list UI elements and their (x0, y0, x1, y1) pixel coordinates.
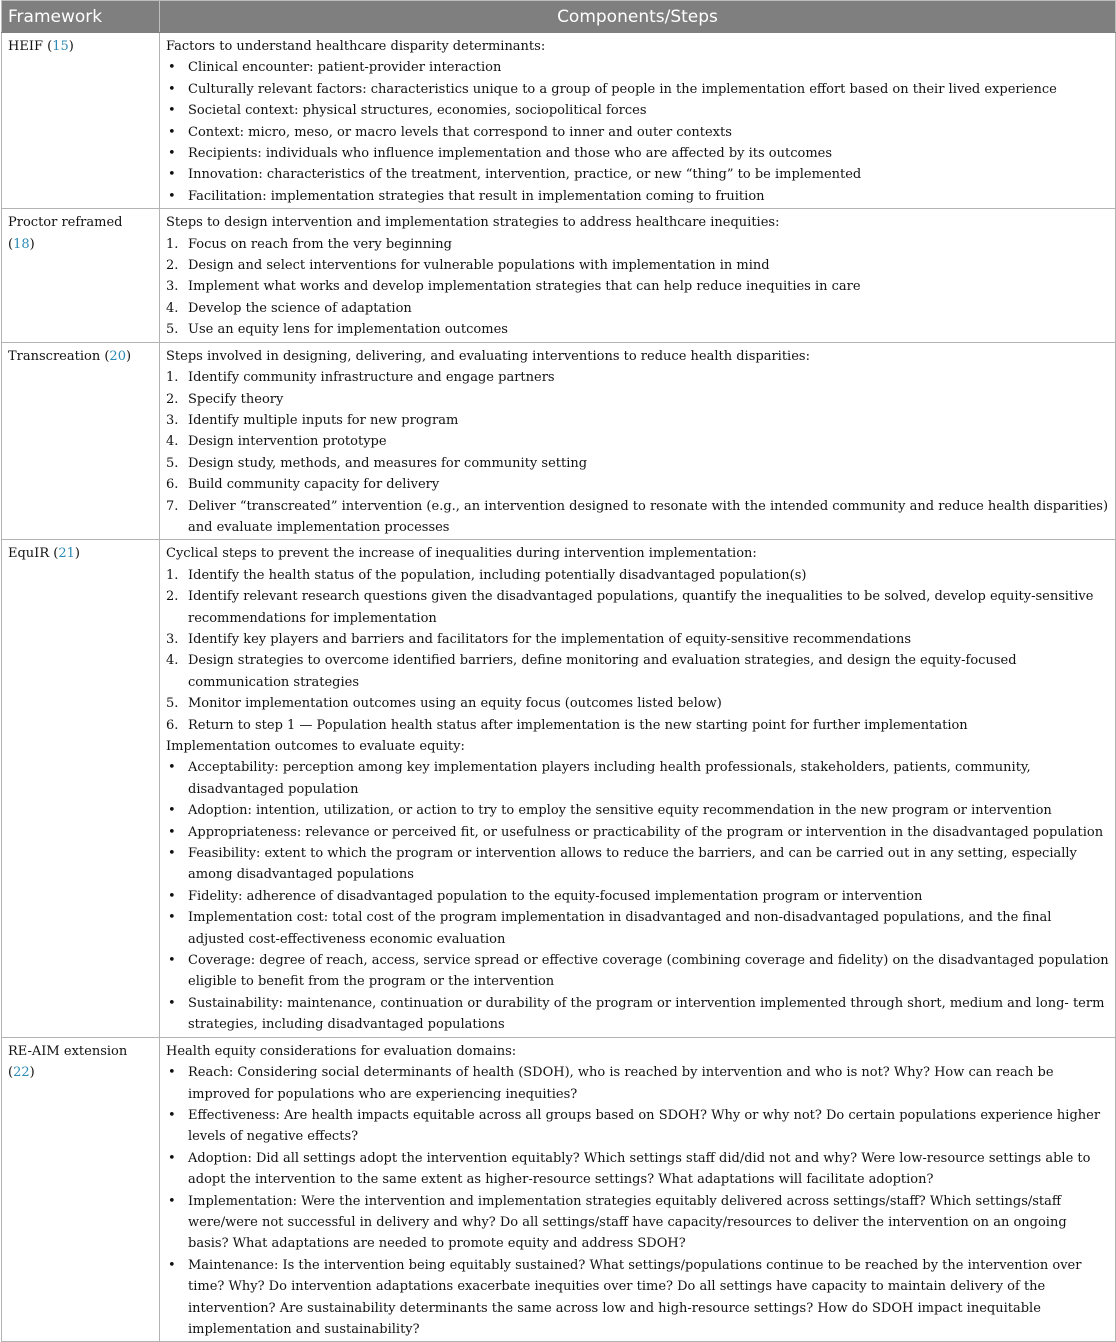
list-item: • Implementation cost: total cost of the program implementation in disadvantaged and non-disadvantaged populations, and the final adjusted cost-effectiveness economic evaluation (166, 907, 1109, 950)
step-text: Identify relevant research questions given the disadvantaged populations, quantify the inequalities to be solved, develop equity-sensitive recommendations for implementation (188, 589, 1094, 626)
list-item (166, 319, 1109, 340)
list-item: • Adoption: intention, utilization, or action to try to employ the sensitive equity recommendation in the new program or intervention (166, 800, 1109, 821)
column-header-framework: Framework (2, 1, 160, 33)
citation-link[interactable]: 21 (58, 546, 75, 562)
components-intro: Factors to understand healthcare disparity determinants: (166, 39, 546, 54)
list-item (166, 693, 1109, 714)
framework-name: Transcreation (8, 348, 101, 364)
bullet-list (166, 1062, 1109, 1340)
list-item (166, 496, 1109, 539)
list-item (166, 586, 1109, 629)
list-item (166, 474, 1109, 495)
table-row-transcreation (2, 342, 1116, 540)
framework-cell: RE-AIM extension (22) (2, 1037, 160, 1342)
list-item: • Culturally relevant factors: characteristics unique to a group of people in the implementation effort based on their lived experience (166, 79, 1109, 100)
list-item: • Appropriateness: relevance or perceived fit, or usefulness or practicability of the program or intervention in the disadvantaged population (166, 822, 1109, 843)
bullet-list (166, 57, 1109, 207)
framework-cell: Transcreation (20) (2, 342, 160, 540)
list-item (166, 453, 1109, 474)
step-number: 6. (166, 717, 179, 733)
citation-link[interactable]: 18 (13, 236, 30, 252)
step-text: Deliver “transcreated” intervention (e.g., an intervention designed to resonate with the intended community and reduce health disparities) and evaluate implementation processes (188, 498, 1109, 535)
citation-link[interactable]: 22 (13, 1065, 30, 1081)
framework-name: EquIR (8, 546, 50, 562)
citation-link[interactable]: 15 (52, 39, 69, 54)
step-text: Specify theory (188, 391, 284, 407)
step-number: 5. (166, 696, 179, 712)
list-item: • Maintenance: Is the intervention being equitably sustained? What settings/populations continue to be reached by the intervention over time? Why? Do intervention adaptations exacerbate inequities over time? Do all settings have capacity to maintain delivery of the intervention? Are sustainability determinants the same across low and high-resource settings? How do SDOH impact inequitable implementation and sustainability? (166, 1255, 1109, 1341)
list-item (166, 629, 1109, 650)
frameworks-table (1, 0, 1116, 1342)
components-cell (160, 209, 1116, 342)
step-number: 1. (166, 236, 179, 252)
list-item: • Implementation: Were the intervention and implementation strategies equitably delivered across settings/staff? Which settings/staff were/were not successful in delivery and why? Do all settings/staff have capacity/resources to deliver the intervention on an ongoing basis? What adaptations are needed to promote equity and address SDOH? (166, 1191, 1109, 1255)
list-item: • Reach: Considering social determinants of health (SDOH), who is reached by intervention and who is not? Why? How can reach be improved for populations who are experiencing inequities? (166, 1062, 1109, 1105)
list-item (166, 255, 1109, 276)
list-item: • Adoption: Did all settings adopt the intervention equitably? Which settings staff did/did not and why? Were low-resource settings able to adopt the intervention to the same extent as higher-resource settings? What adaptations will facilitate adoption? (166, 1148, 1109, 1191)
components-intro: Cyclical steps to prevent the increase of inequalities during intervention implementation: (166, 546, 757, 562)
step-text: Design strategies to overcome identified barriers, define monitoring and evaluation strategies, and design the equity-focused communication strategies (188, 653, 1017, 690)
numbered-list (166, 367, 1109, 538)
list-item (166, 565, 1109, 586)
step-text: Monitor implementation outcomes using an equity focus (outcomes listed below) (188, 696, 722, 712)
components-cell (160, 342, 1116, 540)
step-text: Identify community infrastructure and engage partners (188, 370, 555, 386)
numbered-list (166, 565, 1109, 736)
list-item: • Feasibility: extent to which the program or intervention allows to reduce the barriers, and can be carried out in any setting, especially among disadvantaged populations (166, 843, 1109, 886)
step-text: Implement what works and develop implementation strategies that can help reduce inequities in care (188, 279, 861, 295)
components-cell (160, 540, 1116, 1037)
list-item (166, 389, 1109, 410)
list-item: • Sustainability: maintenance, continuation or durability of the program or intervention implemented through short, medium and long- term strategies, including disadvantaged populations (166, 993, 1109, 1036)
list-item: • Effectiveness: Are health impacts equitable across all groups based on SDOH? Why or why not? Do certain populations experience higher levels of negative effects? (166, 1105, 1109, 1148)
list-item: • Clinical encounter: patient-provider interaction (166, 57, 1109, 78)
list-item: • Coverage: degree of reach, access, service spread or effective coverage (combining coverage and fidelity) on the disadvantaged population eligible to benefit from the program or the intervention (166, 950, 1109, 993)
column-header-components: Components/Steps (160, 1, 1116, 33)
step-number: 3. (166, 631, 179, 647)
step-number: 3. (166, 412, 179, 428)
table-row-equir (2, 540, 1116, 1037)
step-text: Focus on reach from the very beginning (188, 236, 452, 252)
step-number: 7. (166, 498, 179, 514)
table-row-proctor-reframed (2, 209, 1116, 342)
framework-cell: HEIF (15) (2, 33, 160, 209)
list-item: • Fidelity: adherence of disadvantaged population to the equity-focused implementation program or intervention (166, 886, 1109, 907)
step-text: Design study, methods, and measures for community setting (188, 455, 588, 471)
step-number: 1. (166, 567, 179, 583)
framework-cell: Proctor reframed (18) (2, 209, 160, 342)
list-item (166, 410, 1109, 431)
table-row-heif (2, 33, 1116, 209)
step-number: 4. (166, 434, 179, 450)
list-item (166, 431, 1109, 452)
list-item: • Recipients: individuals who influence implementation and those who are affected by its outcomes (166, 143, 1109, 164)
components-cell (160, 1037, 1116, 1342)
step-text: Design and select interventions for vulnerable populations with implementation in mind (188, 258, 770, 274)
framework-name: RE-AIM extension (8, 1043, 128, 1059)
header-row (2, 1, 1116, 33)
list-item: • Acceptability: perception among key implementation players including health professionals, stakeholders, patients, community, disadvantaged population (166, 757, 1109, 800)
step-number: 6. (166, 477, 179, 493)
components-intro: Steps to design intervention and implementation strategies to address healthcare inequities: (166, 215, 780, 231)
step-number: 2. (166, 391, 179, 407)
step-number: 4. (166, 300, 179, 316)
list-item (166, 367, 1109, 388)
framework-name: Proctor reframed (8, 215, 123, 231)
step-number: 5. (166, 455, 179, 471)
framework-name: HEIF (8, 39, 43, 54)
step-text: Identify multiple inputs for new program (188, 412, 459, 428)
citation-link[interactable]: 20 (109, 348, 126, 364)
components-intro: Steps involved in designing, delivering, and evaluating interventions to reduce health disparities: (166, 348, 810, 364)
step-text: Identify key players and barriers and facilitators for the implementation of equity-sensitive recommendations (188, 631, 912, 647)
step-text: Develop the science of adaptation (188, 300, 412, 316)
step-number: 2. (166, 589, 179, 605)
step-number: 3. (166, 279, 179, 295)
framework-cell: EquIR (21) (2, 540, 160, 1037)
list-item (166, 650, 1109, 693)
list-item (166, 298, 1109, 319)
components-cell (160, 33, 1116, 209)
components-intro: Health equity considerations for evaluation domains: (166, 1043, 517, 1059)
step-text: Design intervention prototype (188, 434, 387, 450)
numbered-list (166, 234, 1109, 341)
table-row-re-aim-extension (2, 1037, 1116, 1342)
outcomes-intro: Implementation outcomes to evaluate equity: (166, 739, 465, 754)
step-number: 2. (166, 258, 179, 274)
step-text: Build community capacity for delivery (188, 477, 440, 493)
step-text: Return to step 1 — Population health status after implementation is the new starting point for further implementation (188, 717, 968, 733)
list-item: • Innovation: characteristics of the treatment, intervention, practice, or new “thing” to be implemented (166, 164, 1109, 185)
step-text: Identify the health status of the population, including potentially disadvantaged population(s) (188, 567, 807, 583)
bullet-list (166, 757, 1109, 1035)
list-item: • Facilitation: implementation strategies that result in implementation coming to fruition (166, 186, 1109, 207)
list-item (166, 715, 1109, 736)
list-item: • Context: micro, meso, or macro levels that correspond to inner and outer contexts (166, 122, 1109, 143)
list-item: • Societal context: physical structures, economies, sociopolitical forces (166, 100, 1109, 121)
step-number: 4. (166, 653, 179, 669)
list-item (166, 234, 1109, 255)
step-number: 1. (166, 370, 179, 386)
step-text: Use an equity lens for implementation outcomes (188, 322, 508, 338)
list-item (166, 276, 1109, 297)
step-number: 5. (166, 322, 179, 338)
